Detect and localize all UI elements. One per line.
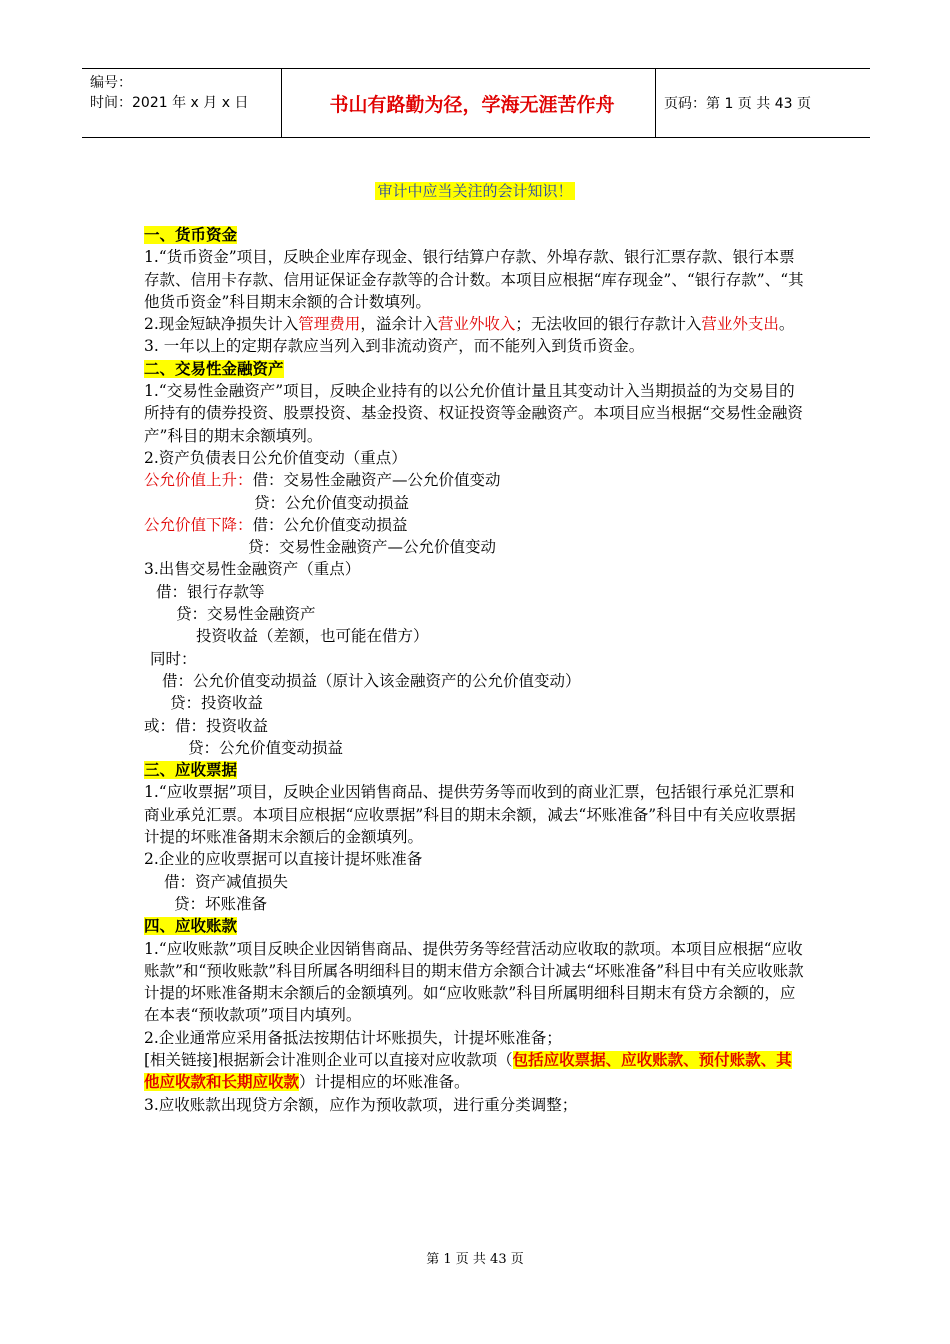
journal-entry: 贷：交易性金融资产—公允价值变动 xyxy=(248,538,497,557)
journal-entry: 贷：投资收益 xyxy=(170,694,264,713)
page-header xyxy=(82,68,870,138)
journal-entry: 投资收益（差额，也可能在借方） xyxy=(196,627,429,646)
journal-entry: 贷：公允价值变动损益 xyxy=(188,738,344,757)
red-term: 公允价值上升： xyxy=(144,471,253,490)
section-heading: 二、交易性金融资产 xyxy=(144,359,284,378)
date-label: 时间：2021 年 x 月 x 日 xyxy=(90,95,249,111)
paragraph: 3.应收账款出现贷方余额，应作为预收款项，进行重分类调整； xyxy=(144,1095,578,1114)
header-meta xyxy=(90,73,280,113)
document-title-text: 审计中应当关注的会计知识！ xyxy=(377,182,573,200)
paragraph: 2.企业的应收票据可以直接计提坏账准备 xyxy=(144,850,423,869)
paragraph: 2.资产负债表日公允价值变动（重点） xyxy=(144,448,407,467)
paragraph: 3. 一年以上的定期存款应当列入到非流动资产，而不能列入到货币资金。 xyxy=(144,337,645,356)
journal-entry: 贷：公允价值变动损益 xyxy=(254,493,410,512)
paragraph: 1.“货币资金”项目，反映企业库存现金、银行结算户存款、外埠存款、银行汇票存款、银行本票存款、信用卡存款、信用证保证金存款等的合计数。本项目应根据“库存现金”、“银行存款”、“其他货币资金”科目期末余额的合计数填列。 xyxy=(144,248,804,311)
red-term: 管理费用 xyxy=(298,315,361,334)
document-body xyxy=(144,224,804,1116)
document-title xyxy=(0,180,950,202)
header-motto: 书山有路勤为径，学海无涯苦作舟 xyxy=(329,93,615,116)
journal-entry: 公允价值上升：借：交易性金融资产—公允价值变动 xyxy=(144,471,501,490)
red-term: 营业外支出 xyxy=(701,315,779,334)
journal-entry: 或：借：投资收益 xyxy=(144,716,269,735)
paragraph: 2.现金短缺净损失计入管理费用，溢余计入营业外收入；无法收回的银行存款计入营业外支出。 xyxy=(144,315,795,334)
journal-entry: 借：公允价值变动损益（原计入该金融资产的公允价值变动） xyxy=(162,671,581,690)
page-footer: 第 1 页 共 43 页 xyxy=(426,1252,524,1267)
section-heading: 一、货币资金 xyxy=(144,226,238,244)
paragraph: 1.“应收账款”项目反映企业因销售商品、提供劳务等经营活动应收取的款项。本项目应根据“应收账款”和“预收账款”科目所属各明细科目的期末借方余额合计减去“坏账准备”科目中有关应收账款计提的坏账准备期末余额后的金额填列。如“应收账款”科目所属明细科目期末有贷方余额的，应在本表“预收款项”项目内填列。 xyxy=(144,939,804,1025)
paragraph: 1.“应收票据”项目，反映企业因销售商品、提供劳务等而收到的商业汇票，包括银行承兑汇票和商业承兑汇票。本项目应根据“应收票据”科目的期末余额，减去“坏账准备”科目中有关应收票据计提的坏账准备期末余额后的金额填列。 xyxy=(144,783,796,847)
section-heading: 三、应收票据 xyxy=(144,761,238,780)
journal-entry: 同时： xyxy=(150,649,197,668)
journal-entry: 贷：坏账准备 xyxy=(174,894,268,913)
paragraph: 2.企业通常应采用备抵法按期估计坏账损失，计提坏账准备； xyxy=(144,1028,562,1047)
journal-entry: 公允价值下降：借：公允价值变动损益 xyxy=(144,515,408,534)
journal-entry: 贷：交易性金融资产 xyxy=(176,605,316,624)
section-heading: 四、应收账款 xyxy=(144,917,238,936)
journal-entry: 借：银行存款等 xyxy=(156,582,265,601)
number-label: 编号： xyxy=(90,75,132,91)
header-page-label: 页码：第 1 页 共 43 页 xyxy=(664,96,811,112)
paragraph: 1.“交易性金融资产”项目，反映企业持有的以公允价值计量且其变动计入当期损益的为交易目的所持有的债券投资、股票投资、基金投资、权证投资等金融资产。本项目应当根据“交易性金融资产”科目的期末余额填列。 xyxy=(144,382,803,445)
red-term: 营业外收入 xyxy=(437,315,516,334)
paragraph: 3.出售交易性金融资产（重点） xyxy=(144,560,361,579)
journal-entry: 借：资产减值损失 xyxy=(164,872,289,891)
highlighted-text: 包括应收票据、应收账款、预付账款、其他应收款和长期应收款 xyxy=(144,1050,792,1092)
red-term: 公允价值下降： xyxy=(144,515,253,534)
paragraph: [相关链接]根据新会计准则企业可以直接对应收款项（包括应收票据、应收账款、预付账款、其他应收款和长期应收款）计提相应的坏账准备。 xyxy=(144,1050,792,1092)
header-divider xyxy=(655,69,656,137)
